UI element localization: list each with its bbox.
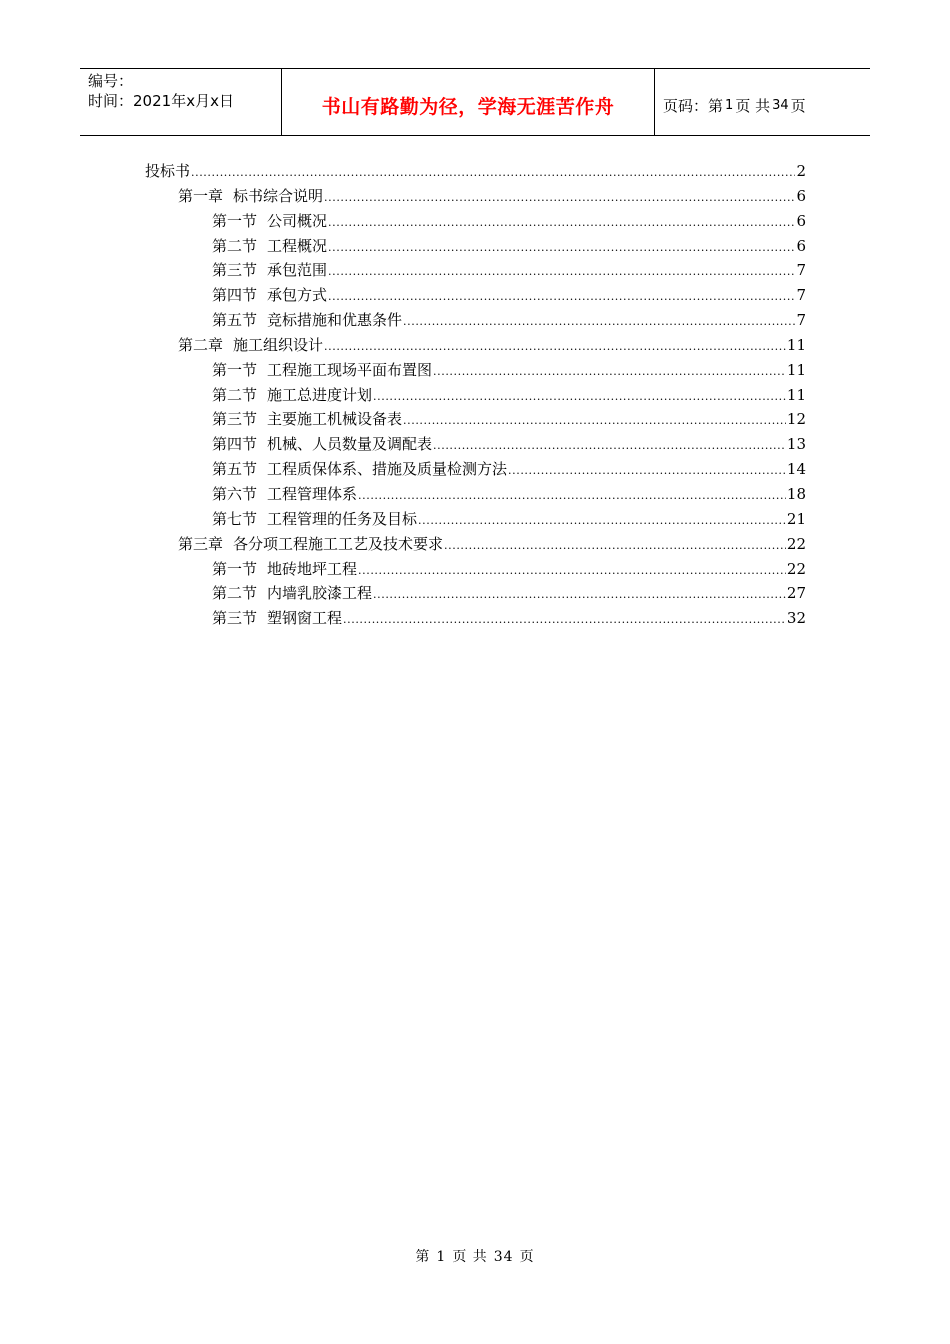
toc-entry-page: 18 xyxy=(786,484,806,503)
toc-dot-leader xyxy=(403,315,795,328)
toc-entry-title: 施工组织设计 xyxy=(233,335,324,354)
toc-entry[interactable] xyxy=(145,334,806,359)
toc-entry[interactable] xyxy=(145,359,806,384)
page-mid: 页 共 xyxy=(735,96,771,115)
toc-entry-title: 工程管理体系 xyxy=(267,484,358,503)
toc-entry-number: 第二节 xyxy=(212,385,258,404)
toc-entry-page: 27 xyxy=(786,584,806,603)
toc-entry[interactable] xyxy=(145,433,806,458)
toc-entry-title: 各分项工程施工工艺及技术要求 xyxy=(233,534,444,553)
toc-entry[interactable] xyxy=(145,259,806,284)
toc-entry-number: 第二章 xyxy=(178,335,224,354)
header-page-cell xyxy=(655,69,870,135)
toc-entry-number: 第七节 xyxy=(212,509,258,528)
toc-entry-page: 32 xyxy=(786,609,806,628)
toc-entry-title: 施工总进度计划 xyxy=(267,385,373,404)
toc-dot-leader xyxy=(328,265,795,278)
page-footer xyxy=(0,1246,950,1266)
number-label: 编号： xyxy=(88,72,134,90)
toc-entry-number: 第一节 xyxy=(212,211,258,230)
toc-dot-leader xyxy=(191,166,795,179)
footer-total: 34 xyxy=(493,1249,514,1265)
toc-entry-number: 第五节 xyxy=(212,311,258,330)
toc-entry-page: 11 xyxy=(786,360,806,379)
toc-entry-title: 竞标措施和优惠条件 xyxy=(267,311,403,330)
toc-entry-page: 11 xyxy=(786,335,806,354)
toc-entry-number: 第二节 xyxy=(212,236,258,255)
toc-entry-number: 第五节 xyxy=(212,460,258,479)
toc-dot-leader xyxy=(444,539,786,552)
toc-entry-title: 塑钢窗工程 xyxy=(267,609,343,628)
time-value: 2021年x月x日 xyxy=(133,92,234,110)
toc-entry-number: 第一节 xyxy=(212,559,258,578)
toc-entry[interactable] xyxy=(145,483,806,508)
toc-entry-number: 第一章 xyxy=(178,186,224,205)
toc-entry[interactable] xyxy=(145,185,806,210)
toc-dot-leader xyxy=(418,514,786,527)
toc-entry-number: 第一节 xyxy=(212,360,258,379)
toc-entry-number: 第三节 xyxy=(212,261,258,280)
toc-entry[interactable] xyxy=(145,558,806,583)
toc-entry-page: 7 xyxy=(796,286,806,305)
toc-entry[interactable] xyxy=(145,533,806,558)
toc-entry[interactable] xyxy=(145,508,806,533)
toc-dot-leader xyxy=(328,290,795,303)
page-total: 34 xyxy=(772,97,789,113)
page-suffix: 页 xyxy=(790,96,806,115)
toc-entry-page: 21 xyxy=(786,509,806,528)
document-header xyxy=(80,68,870,136)
toc-entry-page: 22 xyxy=(786,534,806,553)
toc-entry-number: 第三节 xyxy=(212,609,258,628)
toc-entry[interactable] xyxy=(145,458,806,483)
toc-dot-leader xyxy=(433,439,786,452)
motto-text: 书山有路勤为径，学海无涯苦作舟 xyxy=(321,95,615,118)
toc-entry-title: 承包方式 xyxy=(267,286,328,305)
toc-entry-title: 内墙乳胶漆工程 xyxy=(267,584,373,603)
toc-entry[interactable] xyxy=(145,284,806,309)
toc-dot-leader xyxy=(358,489,786,502)
footer-mid: 页 共 xyxy=(452,1249,488,1265)
toc-entry-page: 14 xyxy=(786,460,806,479)
toc-entry-page: 6 xyxy=(796,186,806,205)
header-meta-cell xyxy=(80,69,282,135)
toc-entry-page: 12 xyxy=(786,410,806,429)
time-label: 时间： xyxy=(88,92,134,110)
toc-dot-leader xyxy=(343,613,786,626)
toc-entry-page: 22 xyxy=(786,559,806,578)
table-of-contents xyxy=(145,160,806,632)
footer-current: 1 xyxy=(436,1249,447,1265)
toc-dot-leader xyxy=(508,464,786,477)
toc-entry-page: 6 xyxy=(796,236,806,255)
toc-entry-number: 第六节 xyxy=(212,484,258,503)
toc-entry-number: 第四节 xyxy=(212,435,258,454)
toc-entry-page: 2 xyxy=(796,162,806,180)
toc-dot-leader xyxy=(403,414,786,427)
toc-entry-number: 第三章 xyxy=(178,534,224,553)
toc-entry-title: 工程质保体系、措施及质量检测方法 xyxy=(267,460,508,479)
toc-dot-leader xyxy=(328,241,795,254)
footer-prefix: 第 xyxy=(415,1249,431,1265)
toc-entry[interactable] xyxy=(145,408,806,433)
page-prefix: 第 xyxy=(708,96,724,115)
toc-entry-page: 7 xyxy=(796,261,806,280)
toc-dot-leader xyxy=(328,216,795,229)
toc-entry-title: 工程概况 xyxy=(267,236,328,255)
toc-entry[interactable] xyxy=(145,235,806,260)
toc-entry-page: 7 xyxy=(796,311,806,330)
toc-entry-page: 11 xyxy=(786,385,806,404)
toc-entry-title: 标书综合说明 xyxy=(233,186,324,205)
toc-entry-page: 6 xyxy=(796,211,806,230)
toc-entry[interactable] xyxy=(145,384,806,409)
toc-entry-title: 地砖地坪工程 xyxy=(267,559,358,578)
toc-dot-leader xyxy=(358,564,786,577)
toc-entry[interactable] xyxy=(145,160,806,185)
time-line xyxy=(88,91,281,111)
page-label: 页码： xyxy=(663,96,709,115)
toc-entry[interactable] xyxy=(145,607,806,632)
toc-entry[interactable] xyxy=(145,582,806,607)
toc-dot-leader xyxy=(324,191,795,204)
toc-dot-leader xyxy=(433,365,786,378)
toc-entry-page: 13 xyxy=(786,435,806,454)
toc-entry-title: 主要施工机械设备表 xyxy=(267,410,403,429)
toc-dot-leader xyxy=(373,588,786,601)
toc-entry-title: 机械、人员数量及调配表 xyxy=(267,435,433,454)
toc-dot-leader xyxy=(324,340,786,353)
toc-entry[interactable] xyxy=(145,210,806,235)
toc-entry[interactable] xyxy=(145,309,806,334)
toc-entry-number: 第四节 xyxy=(212,286,258,305)
toc-dot-leader xyxy=(373,390,786,403)
toc-entry-number: 第三节 xyxy=(212,410,258,429)
footer-suffix: 页 xyxy=(519,1249,535,1265)
toc-entry-title: 工程管理的任务及目标 xyxy=(267,509,418,528)
toc-entry-number: 第二节 xyxy=(212,584,258,603)
toc-entry-title: 承包范围 xyxy=(267,261,328,280)
page-current: 1 xyxy=(725,97,734,113)
toc-entry-title: 投标书 xyxy=(145,162,191,180)
toc-entry-title: 工程施工现场平面布置图 xyxy=(267,360,433,379)
toc-entry-title: 公司概况 xyxy=(267,211,328,230)
header-motto-cell xyxy=(282,69,655,135)
